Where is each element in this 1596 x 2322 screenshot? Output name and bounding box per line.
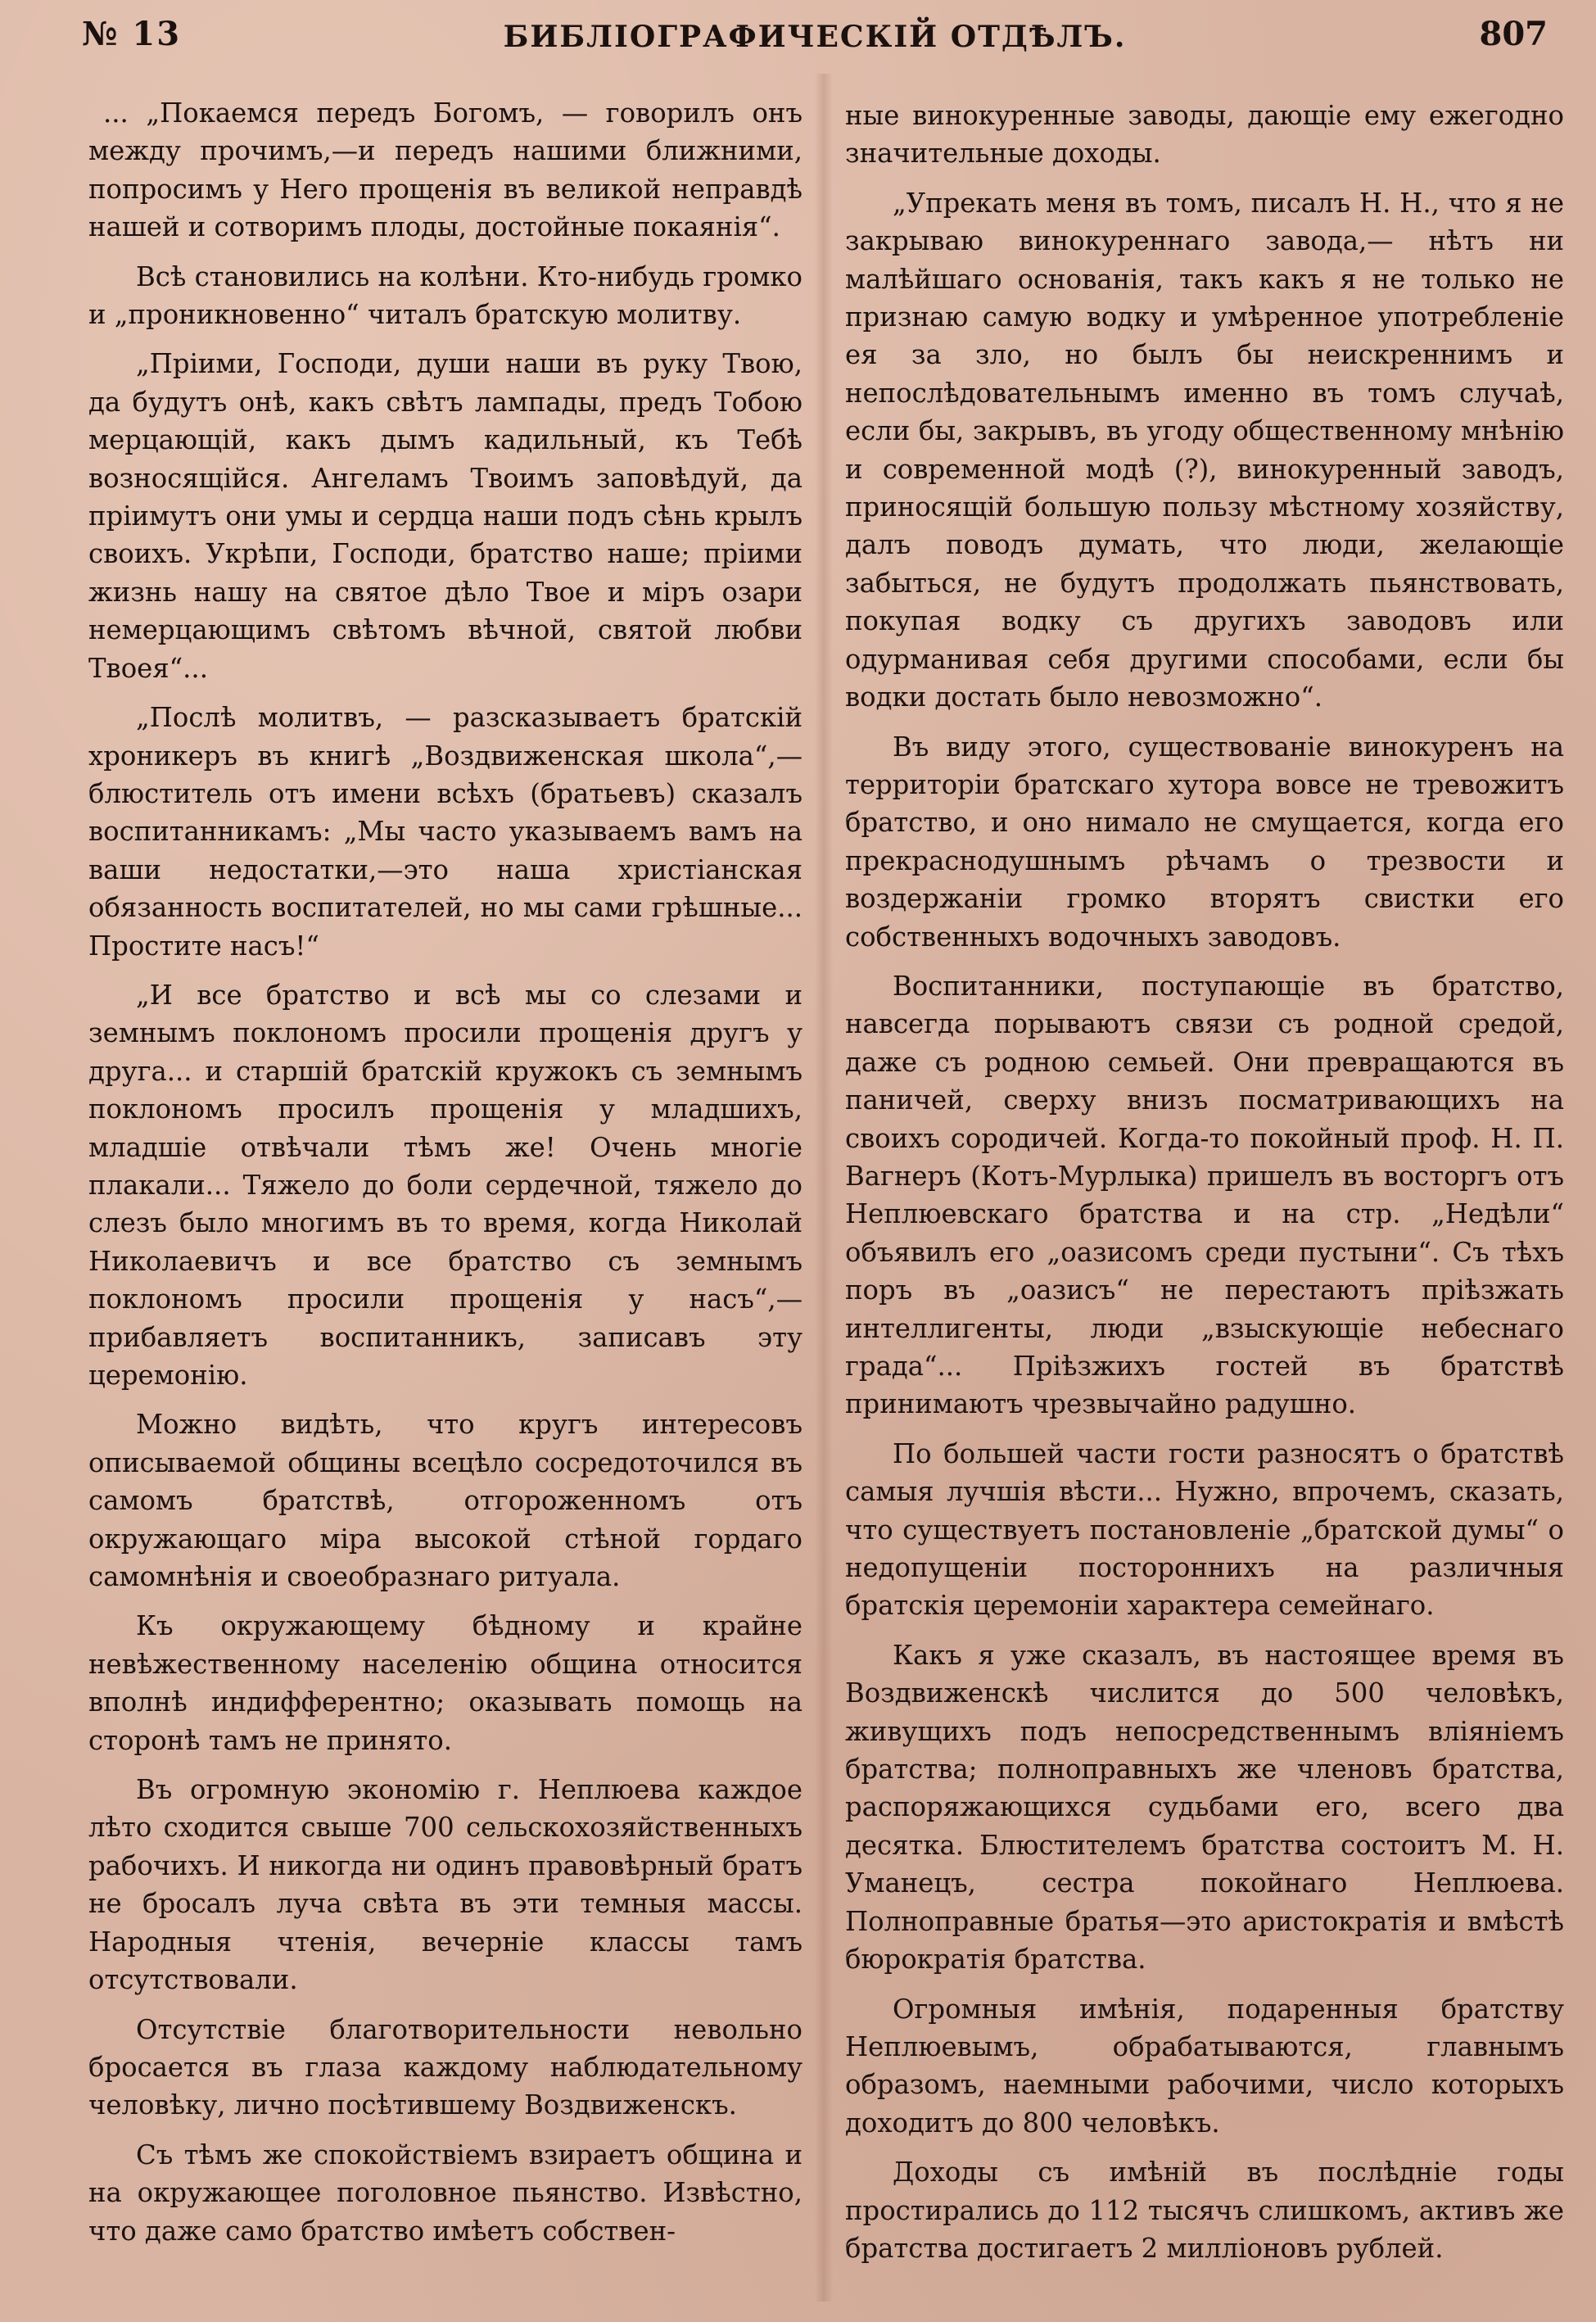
section-title: БИБЛІОГРАФИЧЕСКІЙ ОТДѢЛЪ. bbox=[503, 20, 1127, 54]
paragraph: „Послѣ молитвъ, — разсказываетъ братскій хроникеръ въ книгѣ „Воздвиженская школа“,— блюститель отъ имени всѣхъ (братьевъ) сказалъ воспитанникамъ: „Мы часто указываемъ вамъ на ваши недостатки,—это наша христіанская обязанность воспитателей, но мы сами грѣшные... Простите насъ!“ bbox=[88, 702, 803, 962]
paragraph: Въ огромную экономію г. Неплюева каждое лѣто сходится свыше 700 сельскохозяйственныхъ рабочихъ. И никогда ни одинъ правовѣрный братъ не бросалъ луча свѣта въ эти темныя массы. Народныя чтенія, вечерніе классы тамъ отсутствовали. bbox=[88, 1774, 803, 1996]
paragraph: „И все братство и всѣ мы со слезами и земнымъ поклономъ просили прощенія другъ у друга... и старшій братскій кружокъ съ земнымъ поклономъ просилъ прощенія у младшихъ, младшіе отвѣчали тѣмъ же! Очень многіе плакали... Тяжело до боли сердечной, тяжело до слезъ было многимъ въ то время, когда Николай Николаевичъ и все братство съ земнымъ поклономъ просили прощенія у насъ“,— прибавляетъ воспитанникъ, записавъ эту церемонію. bbox=[88, 979, 803, 1391]
paragraph: Доходы съ имѣній въ послѣдніе годы простирались до 112 тысячъ слишкомъ, активъ же братства достигаетъ 2 милліоновъ рублей. bbox=[845, 2157, 1564, 2264]
paragraph: ные винокуренные заводы, дающіе ему ежегодно значительные доходы. bbox=[845, 100, 1564, 170]
column-gutter-shadow bbox=[815, 74, 833, 2302]
left-column bbox=[88, 94, 803, 2261]
paragraph: Съ тѣмъ же спокойствіемъ взираетъ община и на окружающее поголовное пьянство. Извѣстно, что даже само братство имѣетъ собствен- bbox=[88, 2139, 803, 2247]
paragraph: Въ виду этого, существованіе винокуренъ на территоріи братскаго хутора вовсе не тревожитъ братство, и оно нимало не смущается, когда его прекраснодушнымъ рѣчамъ о трезвости и воздержаніи громко вторятъ свистки его собственныхъ водочныхъ заводовъ. bbox=[845, 731, 1564, 953]
paragraph: „Пріими, Господи, души наши въ руку Твою, да будутъ онѣ, какъ свѣтъ лампады, предъ Тобою мерцающій, какъ дымъ кадильный, къ Тебѣ возносящійся. Ангеламъ Твоимъ заповѣдуй, да пріимутъ они умы и сердца наши подъ сѣнь крылъ своихъ. Укрѣпи, Господи, братство наше; пріими жизнь нашу на святое дѣло Твое и міръ озари немерцающимъ свѣтомъ вѣчной, святой любви Твоея“... bbox=[88, 348, 803, 684]
paragraph: По большей части гости разносятъ о братствѣ самыя лучшія вѣсти... Нужно, впрочемъ, сказать, что существуетъ постановленіе „братской думы“ о недопущеніи постороннихъ на различныя братскія церемоніи характера семейнаго. bbox=[845, 1437, 1564, 1622]
paragraph: Можно видѣть, что кругъ интересовъ описываемой общины всецѣло сосредоточился въ самомъ братствѣ, отгороженномъ отъ окружающаго міра высокой стѣной гордаго самомнѣнія и своеобразнаго ритуала. bbox=[88, 1409, 803, 1593]
right-column bbox=[845, 97, 1564, 2279]
paragraph: „Упрекать меня въ томъ, писалъ Н. Н., что я не закрываю винокуреннаго завода,— нѣтъ ни малѣйшаго основанія, такъ какъ я не только не признаю самую водку и умѣренное употребленіе ея за зло, но былъ бы неискреннимъ и непослѣдовательнымъ именно въ томъ случаѣ, если бы, закрывъ, въ угоду общественному мнѣнію и современной модѣ (?), винокуренный заводъ, приносящій большую пользу мѣстному хозяйству, далъ поводъ думать, что люди, желающіе забыться, не будутъ продолжать пьянствовать, покупая водку съ другихъ заводовъ или одурманивая себя другими способами, если бы водки достать было невозможно“. bbox=[845, 187, 1564, 713]
paragraph: Огромныя имѣнія, подаренныя братству Неплюевымъ, обрабатываются, главнымъ образомъ, наемными рабочими, число которыхъ доходитъ до 800 человѣкъ. bbox=[845, 1993, 1564, 2139]
paragraph: Какъ я уже сказалъ, въ настоящее время въ Воздвиженскѣ числится до 500 человѣкъ, живущихъ подъ непосредственнымъ вліяніемъ братства; полноправныхъ же членовъ братства, распоряжающихся судьбами его, всего два десятка. Блюстителемъ братства состоитъ М. Н. Уманецъ, сестра покойнаго Неплюева. Полноправные братья—это аристократія и вмѣстѣ бюрократія братства. bbox=[845, 1639, 1564, 1976]
issue-number: № 13 bbox=[82, 15, 182, 53]
paragraph: Всѣ становились на колѣни. Кто-нибудь громко и „проникновенно“ читалъ братскую молитву. bbox=[88, 260, 803, 331]
paragraph: ... „Покаемся передъ Богомъ, — говорилъ онъ между прочимъ,—и передъ нашими ближними, попросимъ у Него прощенія въ великой неправдѣ нашей и сотворимъ плоды, достойные покаянія“. bbox=[88, 97, 803, 243]
paragraph: Отсутствіе благотворительности невольно бросается въ глаза каждому наблюдательному человѣку, лично посѣтившему Воздвиженскъ. bbox=[88, 2013, 803, 2121]
paragraph: Воспитанники, поступающіе въ братство, навсегда порываютъ связи съ родной средой, даже съ родною семьей. Они превращаются въ паничей, сверху внизъ посматривающихъ на своихъ сородичей. Когда-то покойный проф. Н. П. Вагнеръ (Котъ-Мурлыка) пришелъ въ восторгъ отъ Неплюевскаго братства и на стр. „Недѣли“ объявилъ его „оазисомъ среди пустыни“. Съ тѣхъ поръ въ „оазисъ“ не перестаютъ пріѣзжать интеллигенты, люди „взыскующіе небеснаго града“... Пріѣзжихъ гостей въ братствѣ принимаютъ чрезвычайно радушно. bbox=[845, 970, 1564, 1420]
page-number: 807 bbox=[1479, 15, 1548, 53]
paragraph: Къ окружающему бѣдному и крайне невѣжественному населенію община относится вполнѣ индифферентно; оказывать помощь на сторонѣ тамъ не принято. bbox=[88, 1610, 803, 1756]
page-header bbox=[82, 15, 1548, 72]
